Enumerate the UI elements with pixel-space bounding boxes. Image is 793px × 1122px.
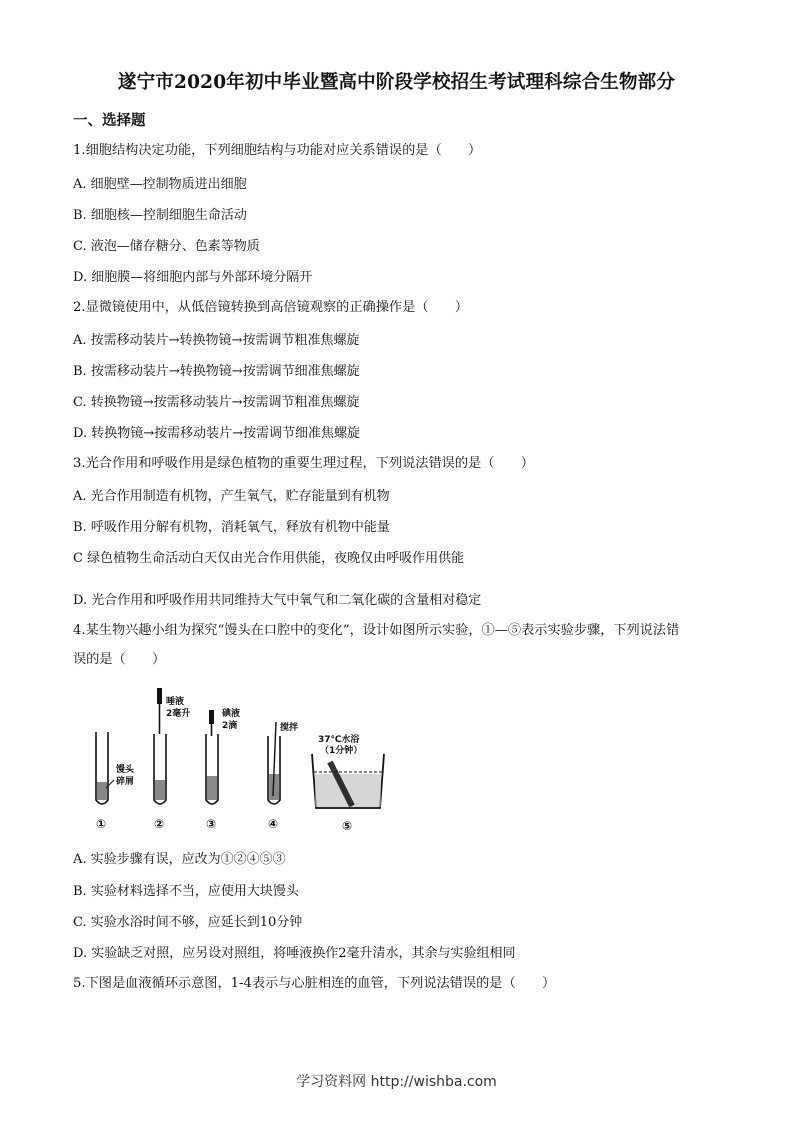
question-1-option-a: A. 细胞壁—控制物质进出细胞 (73, 177, 247, 192)
experiment-diagram (84, 682, 396, 834)
label-iodine-2: 2滴 (222, 721, 238, 731)
question-2-option-a: A. 按需移动装片→转换物镜→按需调节粗准焦螺旋 (73, 333, 360, 348)
test-tube-2 (154, 688, 190, 804)
dropper-bulb (209, 710, 214, 724)
question-3-option-b: B. 呼吸作用分解有机物，消耗氧气，释放有机物中能量 (73, 520, 390, 535)
question-3-stem: 3.光合作用和呼吸作用是绿色植物的重要生理过程，下列说法错误的是（ ） (73, 456, 534, 471)
step-label-2: ② (154, 817, 165, 831)
question-5-stem: 5.下图是血液循环示意图，1-4表示与心脏相连的血管，下列说法错误的是（ ） (73, 976, 556, 991)
page-footer: 学习资料网 http://wishba.com (296, 1074, 497, 1090)
dropper-bulb (157, 688, 162, 704)
question-1-stem: 1.细胞结构决定功能，下列细胞结构与功能对应关系错误的是（ ） (73, 143, 482, 158)
step-label-3: ③ (206, 817, 217, 831)
test-tube-4 (268, 721, 298, 804)
question-2-stem: 2.显微镜使用中，从低倍镜转换到高倍镜观察的正确操作是（ ） (73, 300, 469, 315)
question-4-stem-line-1: 4.某生物兴趣小组为探究“馒头在口腔中的变化”，设计如图所示实验，①—⑤表示实验步骤，下列说法错 (73, 623, 680, 638)
question-4-stem-line-2: 误的是（ ） (73, 652, 166, 667)
question-3-option-d: D. 光合作用和呼吸作用共同维持大气中氧气和二氧化碳的含量相对稳定 (73, 593, 482, 608)
question-4-option-a: A. 实验步骤有误，应改为①②④⑤③ (73, 852, 286, 867)
label-mantou-1: 馒头 (116, 765, 135, 775)
question-2-option-b: B. 按需移动装片→转换物镜→按需调节细准焦螺旋 (73, 364, 360, 379)
question-3-option-c: C 绿色植物生命活动白天仅由光合作用供能，夜晚仅由呼吸作用供能 (73, 551, 465, 566)
question-4-option-c: C. 实验水浴时间不够，应延长到10分钟 (73, 915, 303, 930)
label-saliva-1: 唾液 (166, 697, 185, 707)
question-2-option-d: D. 转换物镜→按需移动装片→按需调节细准焦螺旋 (73, 426, 361, 441)
step-label-4: ④ (268, 817, 279, 831)
label-saliva-2: 2毫升 (166, 709, 191, 719)
water-bath-beaker (312, 733, 384, 808)
question-3-option-a: A. 光合作用制造有机物，产生氧气，贮存能量到有机物 (73, 489, 390, 504)
test-tube-1 (96, 732, 135, 804)
question-4-option-b: B. 实验材料选择不当，应使用大块馒头 (73, 884, 299, 899)
step-label-5: ⑤ (342, 819, 353, 833)
question-4-option-d: D. 实验缺乏对照，应另设对照组，将唾液换作2毫升清水，其余与实验组相同 (73, 946, 516, 961)
question-1-option-d: D. 细胞膜—将细胞内部与外部环境分隔开 (73, 270, 313, 285)
question-1-option-b: B. 细胞核—控制细胞生命活动 (73, 208, 247, 223)
test-tube-3 (206, 707, 240, 804)
label-bath-1: 37℃水浴 (318, 735, 360, 745)
question-2-option-c: C. 转换物镜→按需移动装片→按需调节粗准焦螺旋 (73, 395, 360, 410)
step-label-1: ① (96, 817, 107, 831)
label-bath-2: （1分钟） (320, 746, 363, 756)
section-heading: 一、选择题 (73, 112, 146, 129)
label-stir: 搅拌 (280, 723, 299, 733)
question-1-option-c: C. 液泡—储存糖分、色素等物质 (73, 239, 260, 254)
label-iodine-1: 碘液 (222, 709, 241, 719)
label-mantou-2: 碎屑 (116, 777, 135, 787)
page-title: 遂宁市2020年初中毕业暨高中阶段学校招生考试理科综合生物部分 (117, 72, 676, 93)
